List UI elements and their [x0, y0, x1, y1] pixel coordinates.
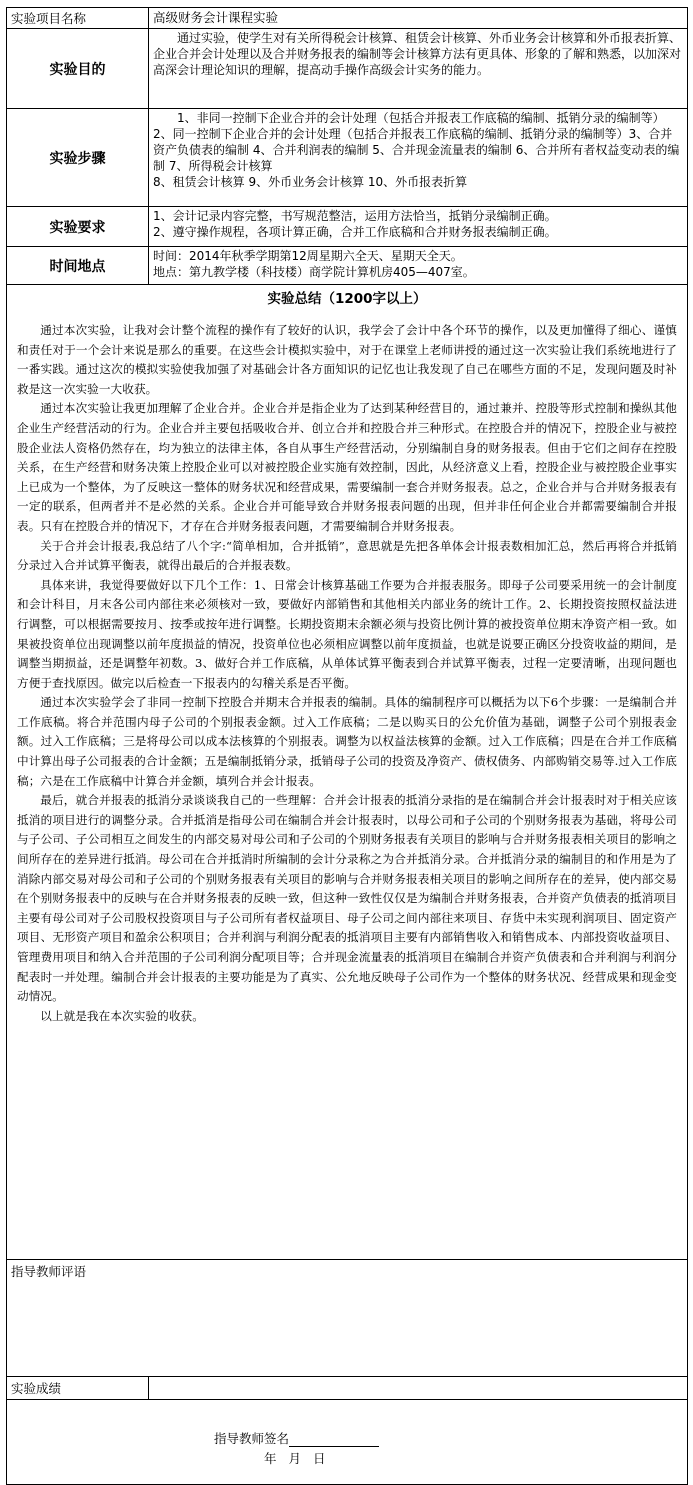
score-value-cell[interactable] — [149, 1377, 688, 1400]
summary-paragraph: 通过本次实验，让我对会计整个流程的操作有了较好的认识，我学会了会计中各个环节的操作，以及更加懂得了细心、谨慎和责任对于一个会计来说是那么的重要。在这些会计模拟实验中，对于在课堂上老师讲授的通过这一次实验让我们系统地进行了一番实践。通过这次的模拟实验使我加强了对基础会计各方面知识的记忆也让我发现了自己在哪些方面的不足，发现问题及时补救是这一次实验一大收获。 — [17, 323, 677, 396]
requirements-label: 实验要求 — [7, 207, 149, 247]
steps-text: 1、非同一控制下企业合并的会计处理（包括合并报表工作底稿的编制、抵销分录的编制等）2、同一控制下企业合并的会计处理（包括合并报表工作底稿的编制、抵销分录的编制等）3、合并资产负债表的编制 4、合并利润表的编制 5、合并现金流量表的编制 6、合并所有者权益变动表的编制 7、所得税会计核算 — [153, 111, 680, 173]
requirement-item-2: 2、遵守操作规程，各项计算正确，合并工作底稿和合并财务报表编制正确。 — [153, 225, 557, 239]
summary-paragraph: 关于合并会计报表,我总结了八个字:“简单相加，合并抵销”，意思就是先把各单体会计报表数相加汇总，然后再将合并抵销分录过入合并试算平衡表，就得出最后的合并报表数。 — [17, 538, 677, 573]
summary-paragraph: 以上就是我在本次实验的收获。 — [40, 1008, 204, 1023]
summary-paragraph: 通过本次实验学会了非同一控制下控股合并期末合并报表的编制。具体的编制程序可以概括为以下6个步骤：一是编制合并工作底稿。将合并范围内母子公司的个别报表金额。过入工作底稿；二是以购买日的公允价值为基础，调整子公司个别报表金额。过入工作底稿；三是将母公司以成本法核算的个别报表。调整为以权益法核算的金额。过入工作底稿；四是在合并工作底稿中计算出母子公司报表的合计金额；五是编制抵销分录，抵销母子公司的投资及净资产、债权债务、内部购销交易等.过入工作底稿；六是在工作底稿中计算合并金额，填列合并会计报表。 — [17, 695, 677, 788]
project-name-label: 实验项目名称 — [7, 8, 149, 29]
signature-line — [214, 1429, 379, 1447]
summary-paragraph: 通过本次实验让我更加理解了企业合并。企业合并是指企业为了达到某种经营目的，通过兼并、控股等形式控制和操纵其他企业生产经营活动的行为。企业合并主要包括吸收合并、创立合并和控股合并三种形式。在控股合并的情况下，控股企业与被控股企业法人资格仍然存在，均为独立的法律主体，各自从事生产经营活动，分别编制自身的财务报表。但由于它们之间存在控股关系，在生产经营和财务决策上控股企业可以对被控股企业实施有效控制，因此，从经济意义上看，控股企业与被控股企业事实上已成为一个整体，为了反映这一整体的财务状况和经营成果，需要编制一套合并财务报表。总之，企业合并与合并财务报表有一定的联系，但两者并不是必然的关系。企业合并可能导致合并财务报表问题的出现，但并非任何企业合并都需要编制合并报表。只有在控股合并的情况下，才存在合并财务报表问题，才需要编制合并财务报表。 — [17, 401, 677, 533]
summary-section — [7, 285, 688, 1260]
time-text: 时间：2014年秋季学期第12周星期六全天、星期天全天。 — [153, 249, 463, 263]
summary-paragraph: 具体来讲，我觉得要做好以下几个工作：1、日常会计核算基础工作要为合并报表服务。即母子公司要采用统一的会计制度和会计科目，月末各公司内部往来必须核对一致，要做好内部销售和其他相关内部业务的统计工作。2、长期投资按照权益法进行调整，可以根据需要按月、按季或按年进行调整。长期投资期末余额必须与投资比例计算的被投资单位期末净资产相一致。如果被投资单位出现调整以前年度损益的情况，投资单位也必须相应调整以前年度损益，也就是说要正确区分投资收益的期间，是调整当期损益，还是调整年初数。3、做好合并工作底稿，从单体试算平衡表到合并试算平衡表，过程一定要清晰，出现问题也方便于查找原因。做完以后检查一下报表内的勾稽关系是否平衡。 — [17, 577, 677, 690]
steps-cell — [149, 109, 688, 207]
requirements-cell — [149, 207, 688, 247]
time-place-label: 时间地点 — [7, 247, 149, 285]
signature-date: 年 月 日 — [264, 1451, 326, 1466]
signature-label: 指导教师签名 — [214, 1431, 290, 1446]
signature-blank[interactable] — [289, 1434, 379, 1447]
steps-text-continued: 8、租赁会计核算 9、外币业务会计核算 10、外币报表折算 — [153, 175, 468, 189]
place-text: 地点：第九教学楼（科技楼）商学院计算机房405—407室。 — [153, 265, 475, 279]
requirement-item-1: 1、会计记录内容完整，书写规范整洁，运用方法恰当，抵销分录编制正确。 — [153, 209, 557, 223]
teacher-comment-section — [7, 1260, 688, 1377]
teacher-comment-label: 指导教师评语 — [11, 1264, 87, 1279]
purpose-text: 通过实验，使学生对有关所得税会计核算、租赁会计核算、外币业务会计核算和外币报表折算、企业合并会计处理以及合并财务报表的编制等会计核算方法有更具体、形象的了解和熟悉，以加深对高深会计理论知识的理解，提高动手操作高级会计实务的能力。 — [149, 29, 688, 109]
project-name-value: 高级财务会计课程实验 — [149, 8, 688, 29]
report-form — [6, 7, 688, 1485]
summary-title: 实验总结（1200字以上） — [267, 291, 427, 307]
time-place-cell — [149, 247, 688, 285]
purpose-label: 实验目的 — [7, 29, 149, 109]
signature-section — [7, 1400, 688, 1485]
score-label: 实验成绩 — [7, 1377, 149, 1400]
steps-label: 实验步骤 — [7, 109, 149, 207]
summary-paragraph: 最后，就合并报表的抵消分录谈谈我自己的一些理解：合并会计报表的抵消分录指的是在编制合并会计报表时对于相关应该抵消的项目进行的调整分录。合并抵消是指母公司在编制合并会计报表时，以母公司和子公司的个别财务报表为基础，将母公司与子公司、子公司相互之间发生的内部交易对母公司和子公司的个别财务报表有关项目的影响与合并财务报表相关项目的影响之间所存在的差异进行抵消。母公司在合并抵消时所编制的会计分录称之为合并抵消分录。合并抵消分录的编制目的和作用是为了消除内部交易对母公司和子公司的个别财务报表有关项目的影响与合并财务报表相关项目的影响之间所存在的差异，使内部交易在个别财务报表中的反映与在合并财务报表的反映一致，但这种一致性仅仅是为编制合并财务报表，合并资产负债表的抵消项目主要有母公司对子公司股权投资项目与子公司所有者权益项目、母子公司之间内部往来项目、存货中未实现利润项目、固定资产项目、无形资产项目和盈余公积项目；合并利润与利润分配表的抵消项目主要有内部销售收入和销售成本、内部投资收益项目、管理费用项目和纳入合并范围的子公司利润分配项目等；合并现金流量表的抵消项目在编制合并资产负债表和合并利润与利润分配表时一并处理。编制合并会计报表的主要功能是为了真实、公允地反映母子公司作为一个整体的财务状况、经营成果和现金变动情况。 — [17, 793, 677, 1004]
